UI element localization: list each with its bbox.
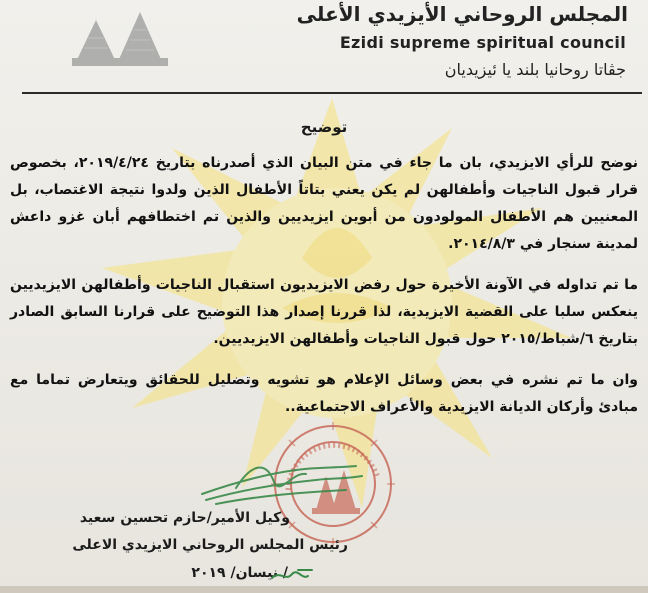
paragraph: نوضح للرأي الايزيدي، بان ما جاء في متن البيان الذي أصدرناه بتاريخ ٢٠١٩/٤/٢٤، بخصوص قرار قبول الناجيات وأطفالهن لم يكن يعني بتاتاً الأطفال الذين ولدوا نتيجة الاغتصاب، بل المعنيين هم الأطفال المولودون من أبوين ايزيديين والذين تم اختطافهم أبان غزو داعش لمدينة سنجار في ٢٠١٤/٨/٣. <box>10 155 639 252</box>
signatory-name: وكيل الأمير/حازم تحسين سعيد <box>79 510 290 526</box>
letterhead <box>0 0 648 92</box>
handwritten-signature <box>196 452 366 512</box>
document-date: / نيسان/ ٢٠١٩ <box>191 565 288 581</box>
council-name-kurdish: جڤاتا روحانیا بلند یا ئیزیدیان <box>444 60 626 79</box>
council-name-english: Ezidi supreme spiritual council <box>339 33 626 52</box>
paragraph: وان ما تم نشره في بعض وسائل الإعلام هو تشويه وتضليل للحقائق ويتعارض تماما مع مبادئ وأركان الديانة الايزيدية والأعراف الاجتماعية.. <box>10 372 638 415</box>
document-title: توضيح <box>300 118 348 136</box>
signatory-title: رئيس المجلس الروحاني الايزيدي الاعلى <box>72 537 348 553</box>
council-name-arabic: المجلس الروحاني الأيزيدي الأعلى <box>296 2 628 26</box>
temple-logo-icon <box>44 0 184 66</box>
handwritten-day <box>268 566 318 586</box>
bottom-edge <box>0 586 648 593</box>
paragraph: ما تم تداوله في الآونة الأخيرة حول رفض الايزيديون استقبال الناجيات وأطفالهن الايزيديين ينعكس سلبا على القضية الايزيدية، لذا قررنا إصدار هذا التوضيح على قرارنا السابق الصادر بتاريخ ٦/شباط/٢٠١٥ حول قبول الناجيات وأطفالهن الايزيديين. <box>10 277 638 347</box>
document-body <box>10 150 638 435</box>
header-divider <box>22 92 642 94</box>
